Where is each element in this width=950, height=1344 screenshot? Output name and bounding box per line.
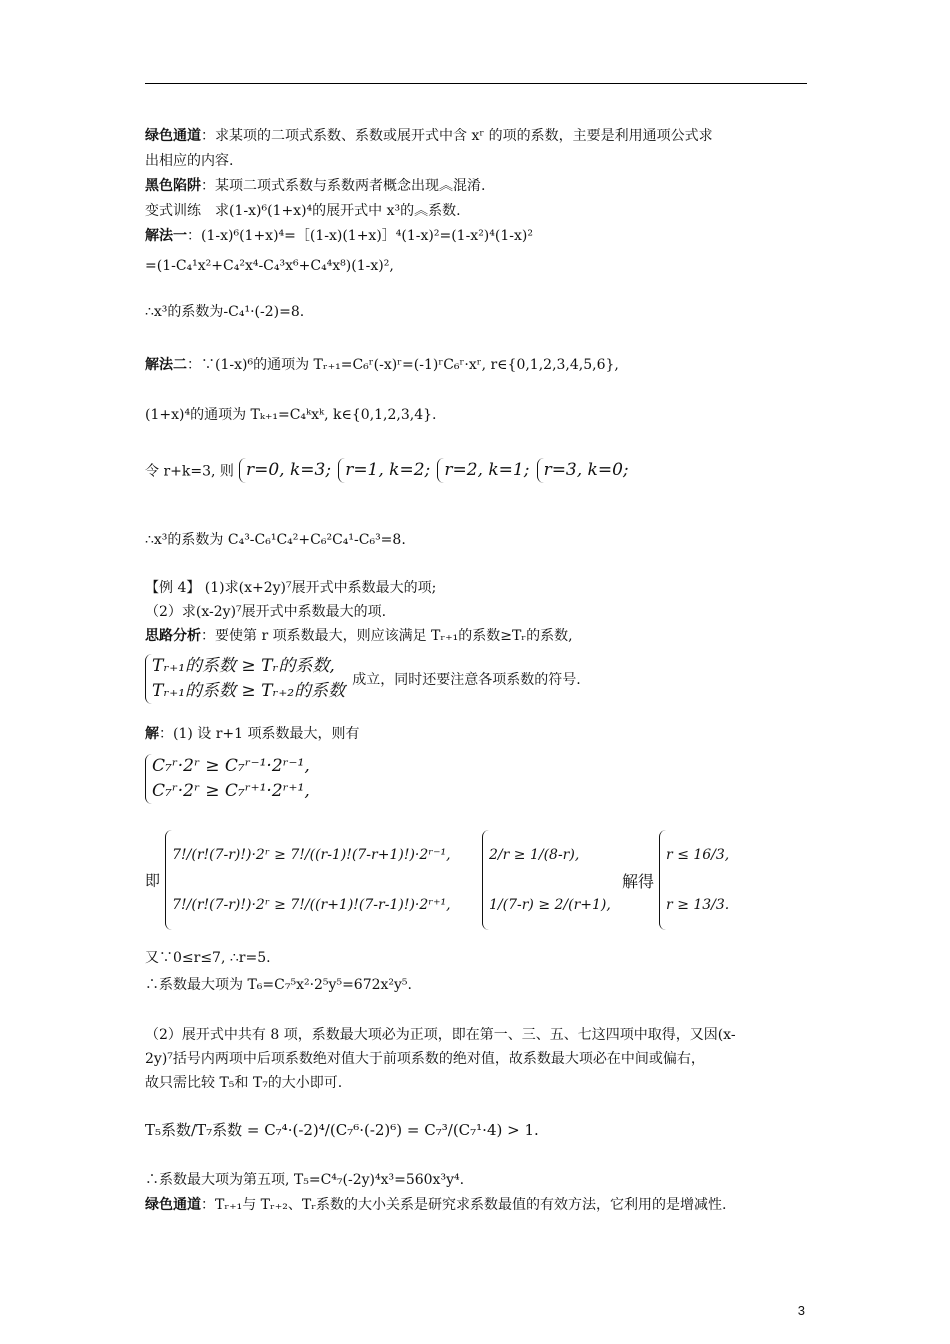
green-channel-2-text: ：Tᵣ₊₁与 Tᵣ₊₂、Tᵣ系数的大小关系是研究求系数最值的有效方法，它利用的是增减性. <box>201 1197 727 1213</box>
analysis-system <box>145 654 345 704</box>
solve-system-line-1: C₇ʳ·2ʳ ≥ C₇ʳ⁻¹·2ʳ⁻¹, <box>152 756 310 776</box>
green-channel-text-2: 出相应的内容. <box>145 153 234 169</box>
method1-paragraph <box>145 226 815 246</box>
green-channel-2-label: 绿色通道 <box>145 1197 201 1213</box>
method2-line2: (1+x)⁴的通项为 Tₖ₊₁=C₄ᵏxᵏ, k∈{0,1,2,3,4}. <box>145 407 437 423</box>
method2-let: 令 r+k=3, 则 <box>145 463 234 480</box>
method2-text: ：∵(1-x)⁶的通项为 Tᵣ₊₁=C₆ʳ(-x)ʳ=(-1)ʳC₆ʳ·xʳ, r∈{0,1,2,3,4,5,6}, <box>187 357 619 373</box>
ji-system-row <box>145 830 453 930</box>
analysis-system-line-1: Tᵣ₊₁的系数 ≥ Tᵣ的系数, <box>152 656 335 676</box>
ji-system-b-row <box>482 830 731 930</box>
jiede-system: r ≤ 16/3, r ≥ 13/3. <box>659 830 729 930</box>
part2-line-2: 2y)⁷括号内两项中后项系数绝对值大于前项系数的绝对值，故系数最大项必在中间或偏右， <box>145 1051 705 1067</box>
green-channel-label: 绿色通道 <box>145 128 201 144</box>
solve-text: ：(1) 设 r+1 项系数最大，则有 <box>159 726 360 742</box>
part2-line-3: 故只需比较 T₅和 T₇的大小即可. <box>145 1075 343 1091</box>
system-case-2: r=1, k=2; <box>338 458 430 483</box>
system-case-4: r=3, k=0; <box>537 458 629 483</box>
ji-system-b: 2/r ≥ 1/(8-r), 1/(7-r) ≥ 2/(r+1), <box>482 830 611 930</box>
system-case-1: r=0, k=3; <box>239 458 331 483</box>
part2-line-1: （2）展开式中共有 8 项，系数最大项必为正项，即在第一、三、五、七这四项中取得，又因(x- <box>145 1027 736 1043</box>
method2-paragraph <box>145 355 815 375</box>
ratio-formula: T₅系数/T₇系数 = C₇⁴·(-2)⁴/(C₇⁶·(-2)⁶) = C₇³/(C₇¹·4) > 1. <box>145 1121 539 1139</box>
analysis-text: ：要使第 r 项系数最大，则应该满足 Tᵣ₊₁的系数≥Tᵣ的系数, <box>201 628 573 644</box>
analysis-label: 思路分析 <box>145 628 201 644</box>
black-trap-label: 黑色陷阱 <box>145 178 201 194</box>
solve-label: 解 <box>145 726 159 742</box>
green-channel-text: ：求某项的二项式系数、系数或展开式中含 xʳ 的项的系数，主要是利用通项公式求 <box>201 128 713 144</box>
ji-system-a: 7!/(r!(7-r)!)·2ʳ ≥ 7!/((r-1)!(7-r+1)!)·2ʳ⁻¹, 7!/(r!(7-r)!)·2ʳ ≥ 7!/((r+1)!(7-r-1)!)·2ʳ⁺¹, <box>165 830 450 930</box>
black-trap-text: ：某项二项式系数与系数两者概念出现︽混淆. <box>201 178 486 194</box>
black-trap-paragraph <box>145 176 815 196</box>
method2-systems-row <box>145 458 631 483</box>
green-channel-paragraph <box>145 126 815 146</box>
example4-part1: 【例 4】 (1)求(x+2y)⁷展开式中系数最大的项; <box>145 580 437 596</box>
solve-paragraph <box>145 724 815 744</box>
max-term-result: ∴系数最大项为 T₆=C₇⁵x²·2⁵y⁵=672x²y⁵. <box>145 977 412 993</box>
method2-label: 解法二 <box>145 357 187 373</box>
analysis-paragraph <box>145 626 815 646</box>
green-channel-2-paragraph <box>145 1195 815 1215</box>
method1-label: 解法一 <box>145 228 187 244</box>
variant-exercise: 变式训练 求(1-x)⁶(1+x)⁴的展开式中 x³的︽系数. <box>145 203 461 219</box>
analysis-system-row <box>145 654 581 704</box>
solve-system-line-2: C₇ʳ·2ʳ ≥ C₇ʳ⁺¹·2ʳ⁺¹, <box>152 781 310 801</box>
method2-result: ∴x³的系数为 C₄³-C₆¹C₄²+C₆²C₄¹-C₆³=8. <box>145 532 406 548</box>
system-case-3: r=2, k=1; <box>437 458 529 483</box>
final-result: ∴系数最大项为第五项, T₅=C⁴₇(-2y)⁴x³=560x³y⁴. <box>145 1172 465 1188</box>
analysis-tail: 成立，同时还要注意各项系数的符号. <box>352 672 581 688</box>
analysis-system-line-2: Tᵣ₊₁的系数 ≥ Tᵣ₊₂的系数 <box>152 681 346 701</box>
page-number: 3 <box>797 1303 805 1318</box>
header-rule <box>145 83 807 84</box>
jiede-label: 解得 <box>621 871 654 891</box>
solve-system <box>145 754 312 804</box>
method1-line2: =(1-C₄¹x²+C₄²x⁴-C₄³x⁶+C₄⁴x⁸)(1-x)², <box>145 258 394 274</box>
method1-text: ：(1-x)⁶(1+x)⁴=［(1-x)(1+x)］⁴(1-x)²=(1-x²)⁴(1-x)² <box>187 228 533 244</box>
ji-label: 即 <box>145 871 161 890</box>
method1-result: ∴x³的系数为-C₄¹·(-2)=8. <box>145 304 305 320</box>
range-constraint: 又∵0≤r≤7, ∴r=5. <box>145 950 271 966</box>
example4-part2: （2）求(x-2y)⁷展开式中系数最大的项. <box>145 604 387 620</box>
